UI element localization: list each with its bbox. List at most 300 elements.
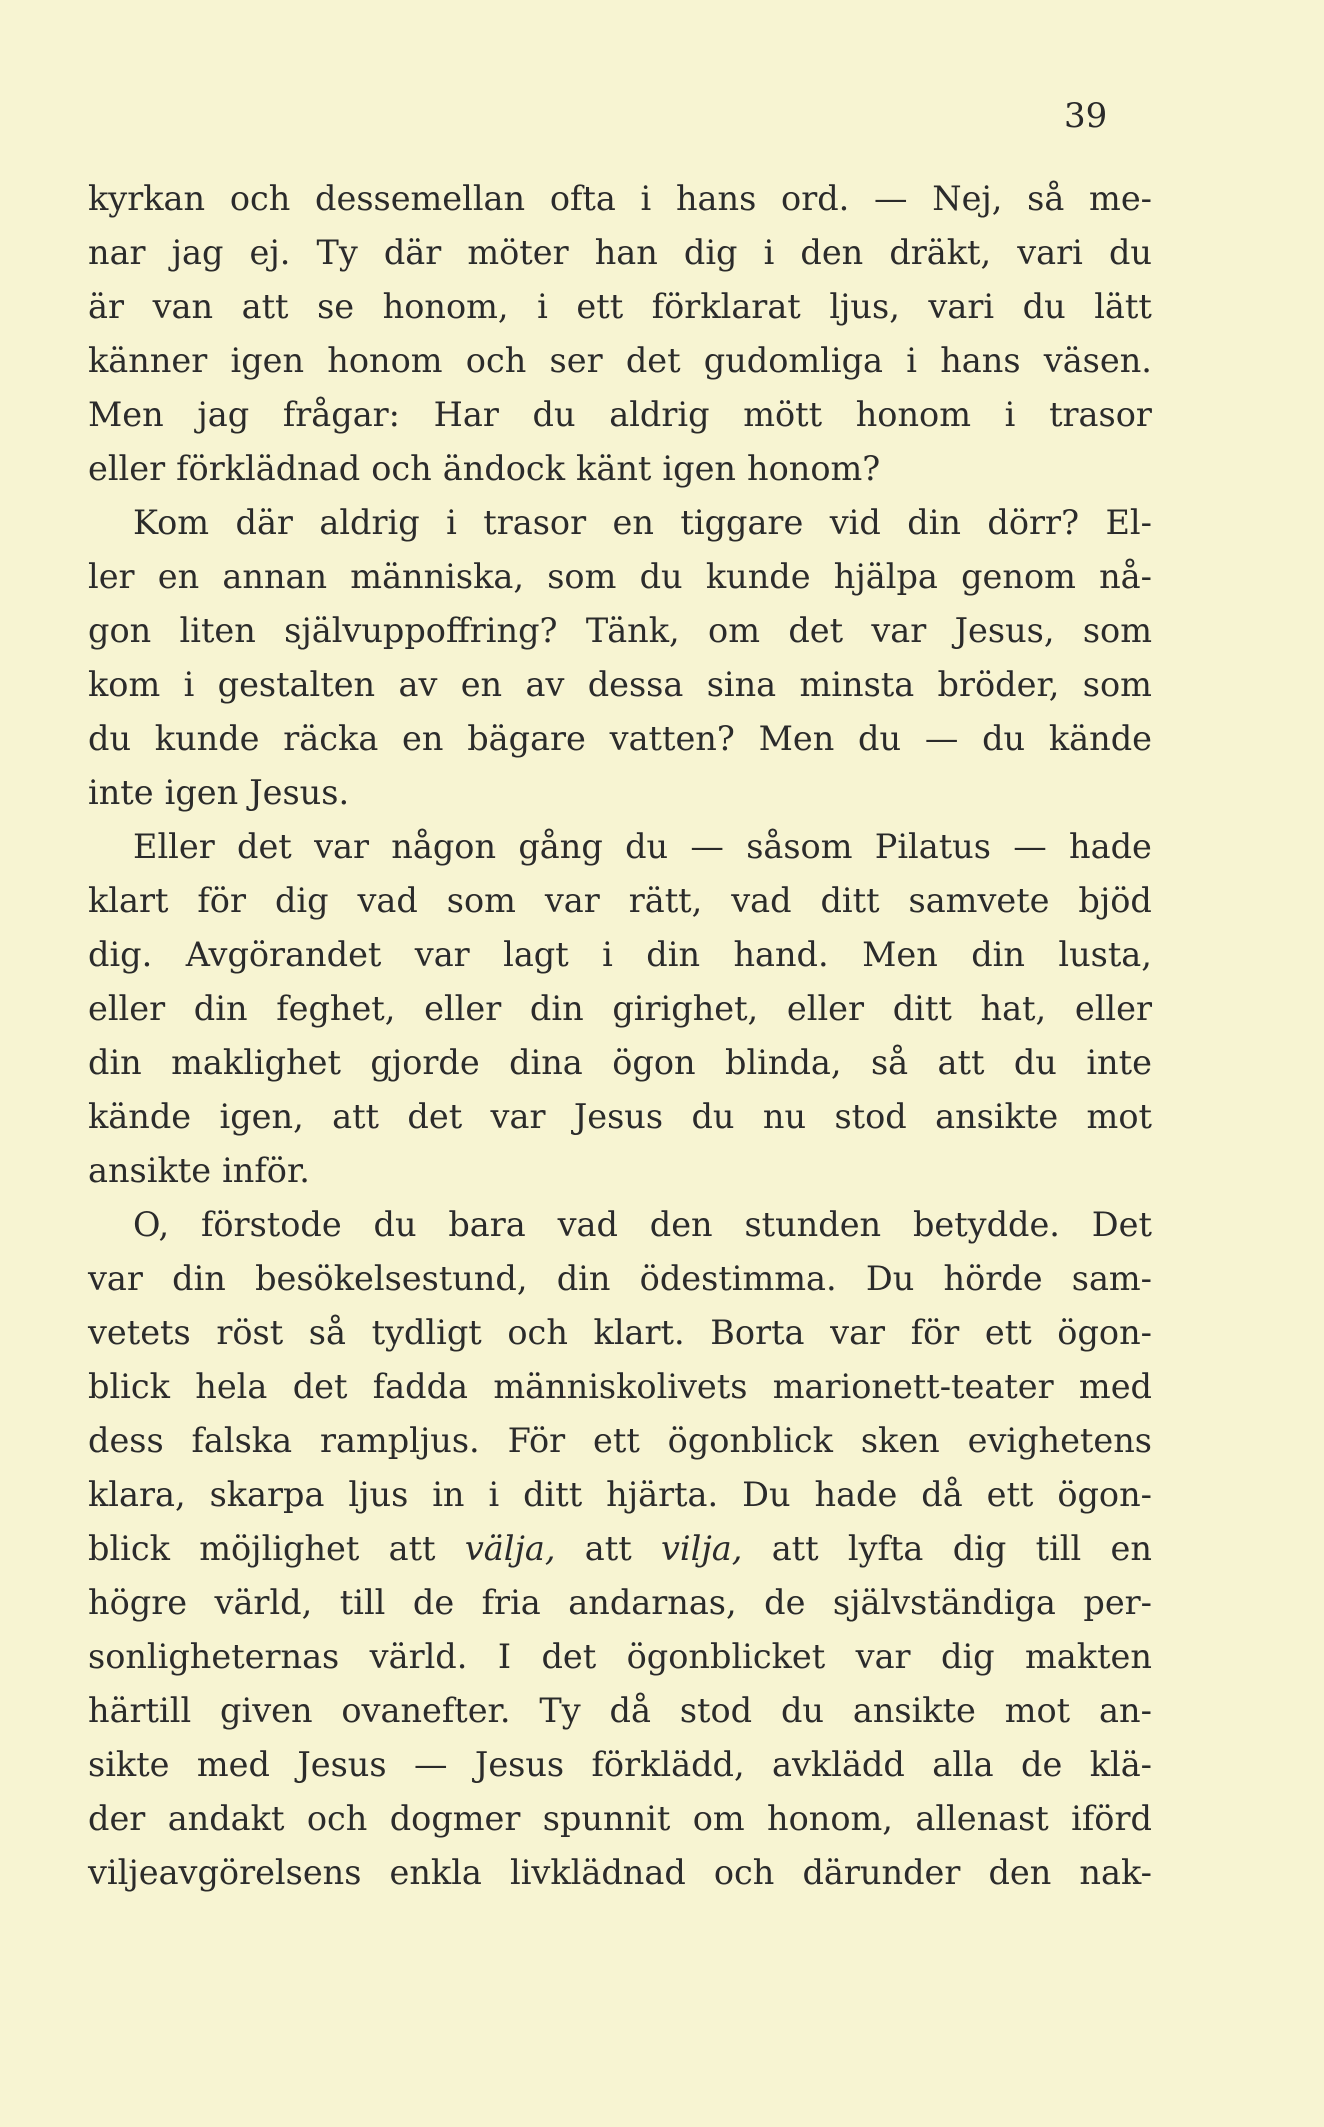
word: klart bbox=[88, 881, 169, 920]
word: blinda, bbox=[725, 1043, 842, 1082]
word: igen, bbox=[219, 1097, 304, 1136]
word: nak- bbox=[1079, 1853, 1152, 1892]
text-line bbox=[88, 766, 1152, 820]
word: du bbox=[625, 827, 669, 866]
word: de bbox=[412, 1583, 455, 1622]
word: en bbox=[1110, 1529, 1152, 1568]
text-line bbox=[88, 1792, 1152, 1846]
word: som bbox=[1082, 665, 1152, 704]
word: aldrig bbox=[609, 395, 710, 434]
word: Du bbox=[865, 1259, 915, 1298]
word: i bbox=[602, 935, 613, 974]
word: en bbox=[612, 503, 654, 542]
word: ögon- bbox=[1057, 1313, 1152, 1352]
word: besökelsestund, bbox=[255, 1259, 528, 1298]
word: Eller bbox=[133, 827, 215, 866]
word: vatten? bbox=[609, 719, 735, 758]
word: den bbox=[988, 1853, 1052, 1892]
word: självuppoffring? bbox=[284, 611, 558, 650]
word: med bbox=[1078, 1367, 1152, 1406]
word: hjälpa bbox=[833, 557, 938, 596]
word: honom bbox=[327, 341, 443, 380]
word: I bbox=[497, 1637, 512, 1676]
word: där bbox=[235, 503, 293, 542]
word: ser bbox=[549, 341, 603, 380]
page-number: 39 bbox=[1064, 96, 1108, 136]
word: honom? bbox=[747, 449, 881, 488]
word: Det bbox=[1091, 1205, 1152, 1244]
word: var bbox=[855, 1637, 911, 1676]
text-line bbox=[88, 1414, 1152, 1468]
text-line bbox=[88, 820, 1152, 874]
word: dess bbox=[88, 1421, 164, 1460]
word: ett bbox=[576, 287, 624, 326]
word: känner bbox=[88, 341, 208, 380]
word: hade bbox=[1069, 827, 1152, 866]
word: du bbox=[1022, 287, 1066, 326]
word: människa, bbox=[350, 557, 525, 596]
word: du bbox=[858, 719, 902, 758]
word: igen bbox=[164, 773, 239, 812]
word: livklädnad bbox=[510, 1853, 686, 1892]
word: an- bbox=[1099, 1691, 1152, 1730]
word: eller bbox=[786, 989, 864, 1028]
word: det bbox=[788, 611, 844, 650]
word: vad bbox=[557, 1205, 618, 1244]
word: trasor bbox=[483, 503, 587, 542]
word: dessemellan bbox=[315, 179, 526, 218]
word: minsta bbox=[799, 665, 915, 704]
word: ofta bbox=[549, 179, 616, 218]
text-line bbox=[88, 1306, 1152, 1360]
word: dig bbox=[274, 881, 329, 920]
word: samvete bbox=[908, 881, 1050, 920]
word: vetets bbox=[88, 1313, 191, 1352]
word: röst bbox=[216, 1313, 284, 1352]
word: blick bbox=[88, 1529, 170, 1568]
word: en bbox=[402, 719, 444, 758]
word: sina bbox=[706, 665, 777, 704]
word: given bbox=[220, 1691, 313, 1730]
word: klara, bbox=[88, 1475, 186, 1514]
word: ögonblick bbox=[667, 1421, 833, 1460]
word: trasor bbox=[1049, 395, 1152, 434]
word: din bbox=[172, 1259, 226, 1298]
text-line bbox=[88, 280, 1152, 334]
text-line bbox=[88, 388, 1152, 442]
word: du bbox=[691, 1097, 735, 1136]
word: ljus, bbox=[829, 287, 900, 326]
text-line bbox=[88, 226, 1152, 280]
word: du bbox=[373, 1205, 417, 1244]
word: liten bbox=[179, 611, 256, 650]
word: räcka bbox=[283, 719, 379, 758]
word: Nej, bbox=[932, 179, 1003, 218]
word: ödestimma. bbox=[639, 1259, 837, 1298]
word: ansikte bbox=[88, 1151, 212, 1190]
word: i bbox=[488, 1475, 500, 1514]
word: Men bbox=[758, 719, 835, 758]
word: honom, bbox=[767, 1799, 893, 1838]
word: och bbox=[713, 1853, 775, 1892]
word: det bbox=[407, 1097, 463, 1136]
word: lätt bbox=[1094, 287, 1152, 326]
word: Borta bbox=[710, 1313, 805, 1352]
word: stunden bbox=[744, 1205, 882, 1244]
word: härtill bbox=[88, 1691, 192, 1730]
text-line bbox=[88, 1252, 1152, 1306]
word: gudomliga bbox=[703, 341, 884, 380]
word: alla bbox=[932, 1745, 994, 1784]
word: din bbox=[907, 503, 961, 542]
word: ljus bbox=[348, 1475, 409, 1514]
word: makten bbox=[1025, 1637, 1152, 1676]
word: bjöd bbox=[1078, 881, 1152, 920]
word: var bbox=[830, 1313, 886, 1352]
word: väsen. bbox=[1043, 341, 1152, 380]
word: att bbox=[584, 1529, 632, 1568]
word: var bbox=[88, 1259, 143, 1298]
word: dessa bbox=[587, 665, 684, 704]
word: fria bbox=[481, 1583, 541, 1622]
word: för bbox=[910, 1313, 960, 1352]
word: i bbox=[537, 287, 548, 326]
word: med bbox=[196, 1745, 270, 1784]
word: honom bbox=[855, 395, 971, 434]
word: eller bbox=[1074, 989, 1152, 1028]
word: din bbox=[88, 1043, 142, 1082]
text-line bbox=[88, 1738, 1152, 1792]
word: dräkt, bbox=[889, 233, 992, 272]
word: ögonblicket bbox=[626, 1637, 826, 1676]
word: de bbox=[764, 1583, 806, 1622]
word: vad bbox=[357, 881, 418, 920]
word: tiggare bbox=[680, 503, 804, 542]
word: O, bbox=[133, 1205, 170, 1244]
word: och bbox=[507, 1313, 568, 1352]
word: gon bbox=[88, 611, 152, 650]
word: kunde bbox=[154, 719, 260, 758]
text-line bbox=[88, 496, 1152, 550]
word: — bbox=[924, 719, 959, 758]
word: ett bbox=[986, 1475, 1034, 1514]
word: som bbox=[1082, 611, 1152, 650]
word: värld, bbox=[214, 1583, 313, 1622]
word: att bbox=[332, 1097, 380, 1136]
word: till bbox=[1035, 1529, 1082, 1568]
word: El- bbox=[1105, 503, 1152, 542]
word: Men bbox=[862, 935, 938, 974]
word: var bbox=[544, 881, 600, 920]
word: jag bbox=[197, 395, 250, 434]
text-line bbox=[88, 334, 1152, 388]
word: Tänk, bbox=[585, 611, 680, 650]
text-line bbox=[88, 928, 1152, 982]
word: andakt bbox=[167, 1799, 285, 1838]
word: klä- bbox=[1089, 1745, 1152, 1784]
word: me- bbox=[1089, 179, 1152, 218]
word: mot bbox=[1086, 1097, 1152, 1136]
word: av bbox=[398, 665, 438, 704]
text-line bbox=[88, 1684, 1152, 1738]
word: vad bbox=[731, 881, 792, 920]
word: dogmer bbox=[389, 1799, 521, 1838]
word: hjärta. bbox=[606, 1475, 719, 1514]
word: i bbox=[640, 179, 652, 218]
word: han bbox=[594, 233, 658, 272]
word: mot bbox=[1004, 1691, 1071, 1730]
word: du bbox=[982, 719, 1026, 758]
word: maklighet bbox=[171, 1043, 341, 1082]
word: betydde. bbox=[912, 1205, 1060, 1244]
word: frågar: bbox=[282, 395, 400, 434]
word: ansikte bbox=[935, 1097, 1059, 1136]
word: rampljus. bbox=[319, 1421, 480, 1460]
text-line bbox=[88, 1630, 1152, 1684]
word: det bbox=[625, 341, 681, 380]
word: till bbox=[339, 1583, 386, 1622]
word: gång bbox=[518, 827, 603, 866]
word: förklädnad bbox=[176, 449, 361, 488]
word: evighetens bbox=[967, 1421, 1152, 1460]
word: din bbox=[556, 1259, 611, 1298]
word: förstode bbox=[200, 1205, 342, 1244]
word: Jesus, bbox=[954, 611, 1055, 650]
word: och bbox=[371, 449, 432, 488]
word: i bbox=[446, 503, 457, 542]
word: Du bbox=[742, 1475, 791, 1514]
word: blick bbox=[88, 1367, 170, 1406]
word: vid bbox=[829, 503, 881, 542]
word: vilja, bbox=[661, 1529, 743, 1568]
word: annan bbox=[222, 557, 328, 596]
word: allenast bbox=[915, 1799, 1049, 1838]
word: möter bbox=[467, 233, 569, 272]
word: nu bbox=[762, 1097, 807, 1136]
word: du bbox=[88, 719, 132, 758]
word: se bbox=[317, 287, 355, 326]
word: iförd bbox=[1071, 1799, 1152, 1838]
word: inte bbox=[88, 773, 154, 812]
word: bara bbox=[448, 1205, 526, 1244]
word: välja, bbox=[464, 1529, 556, 1568]
word: är bbox=[88, 287, 124, 326]
word: dig bbox=[941, 1637, 995, 1676]
word: förklädd, bbox=[591, 1745, 745, 1784]
word: Har bbox=[433, 395, 499, 434]
text-line bbox=[88, 1576, 1152, 1630]
word: Jesus bbox=[573, 1097, 664, 1136]
word: gjorde bbox=[370, 1043, 480, 1082]
word: sam- bbox=[1071, 1259, 1152, 1298]
word: att bbox=[937, 1043, 985, 1082]
word: hat, bbox=[980, 989, 1047, 1028]
word: Ty bbox=[316, 233, 358, 272]
word: Men bbox=[88, 395, 164, 434]
word: av bbox=[525, 665, 565, 704]
word: hela bbox=[195, 1367, 268, 1406]
word: viljeavgörelsens bbox=[88, 1853, 362, 1892]
word: Avgörandet bbox=[185, 935, 382, 974]
word: spunnit bbox=[542, 1799, 671, 1838]
word: därunder bbox=[802, 1853, 961, 1892]
word: avklädd bbox=[772, 1745, 905, 1784]
text-line bbox=[88, 1846, 1152, 1900]
word: i bbox=[763, 233, 775, 272]
word: känt bbox=[576, 449, 652, 488]
word: Kom bbox=[133, 503, 210, 542]
word: eller bbox=[88, 989, 166, 1028]
word: det bbox=[541, 1637, 597, 1676]
word: dig bbox=[683, 233, 738, 272]
word: hans bbox=[675, 179, 757, 218]
word: ditt bbox=[820, 881, 880, 920]
word: i bbox=[1004, 395, 1016, 434]
word: ditt bbox=[892, 989, 952, 1028]
word: hans bbox=[940, 341, 1021, 380]
word: du bbox=[639, 557, 683, 596]
word: du bbox=[532, 395, 576, 434]
word: der bbox=[88, 1799, 146, 1838]
word: stod bbox=[834, 1097, 907, 1136]
word: ler bbox=[88, 557, 135, 596]
word: så bbox=[1027, 179, 1065, 218]
word: klart. bbox=[593, 1313, 685, 1352]
word: vari bbox=[928, 287, 995, 326]
text-line bbox=[88, 442, 1152, 496]
word: och bbox=[229, 179, 291, 218]
word: — bbox=[413, 1745, 448, 1784]
word: en bbox=[157, 557, 200, 596]
word: i bbox=[183, 665, 195, 704]
text-line bbox=[88, 1198, 1152, 1252]
word: igen bbox=[230, 341, 305, 380]
word: din bbox=[971, 935, 1025, 974]
text-line bbox=[88, 874, 1152, 928]
word: per- bbox=[1083, 1583, 1152, 1622]
text-line bbox=[88, 172, 1152, 226]
word: en bbox=[460, 665, 503, 704]
word: bröder, bbox=[937, 665, 1060, 704]
word: mött bbox=[743, 395, 823, 434]
word: dig bbox=[952, 1529, 1007, 1568]
word: möjlighet bbox=[199, 1529, 360, 1568]
word: falska bbox=[191, 1421, 293, 1460]
word: rätt, bbox=[628, 881, 703, 920]
body-text bbox=[88, 172, 1152, 1900]
word: honom, bbox=[382, 287, 509, 326]
word: dig. bbox=[88, 935, 153, 974]
word: kyrkan bbox=[88, 179, 206, 218]
word: tydligt bbox=[371, 1313, 482, 1352]
text-line bbox=[88, 982, 1152, 1036]
word: bägare bbox=[467, 719, 586, 758]
word: in bbox=[432, 1475, 465, 1514]
word: människolivets bbox=[493, 1367, 748, 1406]
word: var bbox=[871, 611, 927, 650]
text-line bbox=[88, 1090, 1152, 1144]
word: genom bbox=[961, 557, 1076, 596]
word: du bbox=[780, 1691, 824, 1730]
word: var bbox=[314, 827, 369, 866]
word: var bbox=[490, 1097, 546, 1136]
word: sikte bbox=[88, 1745, 170, 1784]
word: Ty bbox=[539, 1691, 581, 1730]
word: förklarat bbox=[651, 287, 801, 326]
word: sonligheternas bbox=[88, 1637, 340, 1676]
word: den bbox=[649, 1205, 713, 1244]
word: såsom bbox=[746, 827, 853, 866]
word: högre bbox=[88, 1583, 188, 1622]
word: att bbox=[771, 1529, 819, 1568]
word: hade bbox=[814, 1475, 898, 1514]
word: som bbox=[547, 557, 617, 596]
word: — bbox=[1013, 827, 1047, 866]
word: feghet, bbox=[276, 989, 396, 1028]
word: ett bbox=[593, 1421, 640, 1460]
word: hörde bbox=[943, 1259, 1043, 1298]
word: då bbox=[921, 1475, 963, 1514]
word: andarnas, bbox=[568, 1583, 737, 1622]
word: ögon bbox=[612, 1043, 696, 1082]
word: om bbox=[708, 611, 760, 650]
word: stod bbox=[679, 1691, 753, 1730]
word: Jesus. bbox=[249, 773, 350, 812]
word: eller bbox=[424, 989, 502, 1028]
word: den bbox=[800, 233, 864, 272]
text-line bbox=[88, 1036, 1152, 1090]
word: för bbox=[197, 881, 246, 920]
word: så bbox=[870, 1043, 909, 1082]
word: För bbox=[507, 1421, 566, 1460]
word: fadda bbox=[372, 1367, 468, 1406]
word: de bbox=[1021, 1745, 1063, 1784]
word: nar bbox=[88, 233, 146, 272]
word: värld. bbox=[369, 1637, 468, 1676]
word: skarpa bbox=[209, 1475, 325, 1514]
word: ovanefter. bbox=[341, 1691, 511, 1730]
word: Pilatus bbox=[874, 827, 991, 866]
word: du bbox=[1108, 233, 1152, 272]
text-line bbox=[88, 658, 1152, 712]
word: att bbox=[388, 1529, 436, 1568]
word: girighet, bbox=[612, 989, 759, 1028]
word: och bbox=[306, 1799, 368, 1838]
word: gestalten bbox=[217, 665, 376, 704]
word: det bbox=[292, 1367, 348, 1406]
word: jag bbox=[171, 233, 224, 272]
word: enkla bbox=[389, 1853, 482, 1892]
word: då bbox=[609, 1691, 651, 1730]
word: dina bbox=[509, 1043, 583, 1082]
word: var bbox=[414, 935, 470, 974]
word: så bbox=[308, 1313, 346, 1352]
word: kom bbox=[88, 665, 161, 704]
word: hand. bbox=[733, 935, 829, 974]
word: eller bbox=[88, 449, 166, 488]
word: inför. bbox=[222, 1151, 310, 1190]
word: ansikte bbox=[852, 1691, 976, 1730]
word: inte bbox=[1086, 1043, 1152, 1082]
text-line bbox=[88, 712, 1152, 766]
word: van bbox=[152, 287, 214, 326]
word: ett bbox=[984, 1313, 1032, 1352]
word: aldrig bbox=[319, 503, 420, 542]
word: ditt bbox=[523, 1475, 583, 1514]
word: din bbox=[646, 935, 701, 974]
word: att bbox=[241, 287, 289, 326]
word: nå- bbox=[1099, 557, 1152, 596]
